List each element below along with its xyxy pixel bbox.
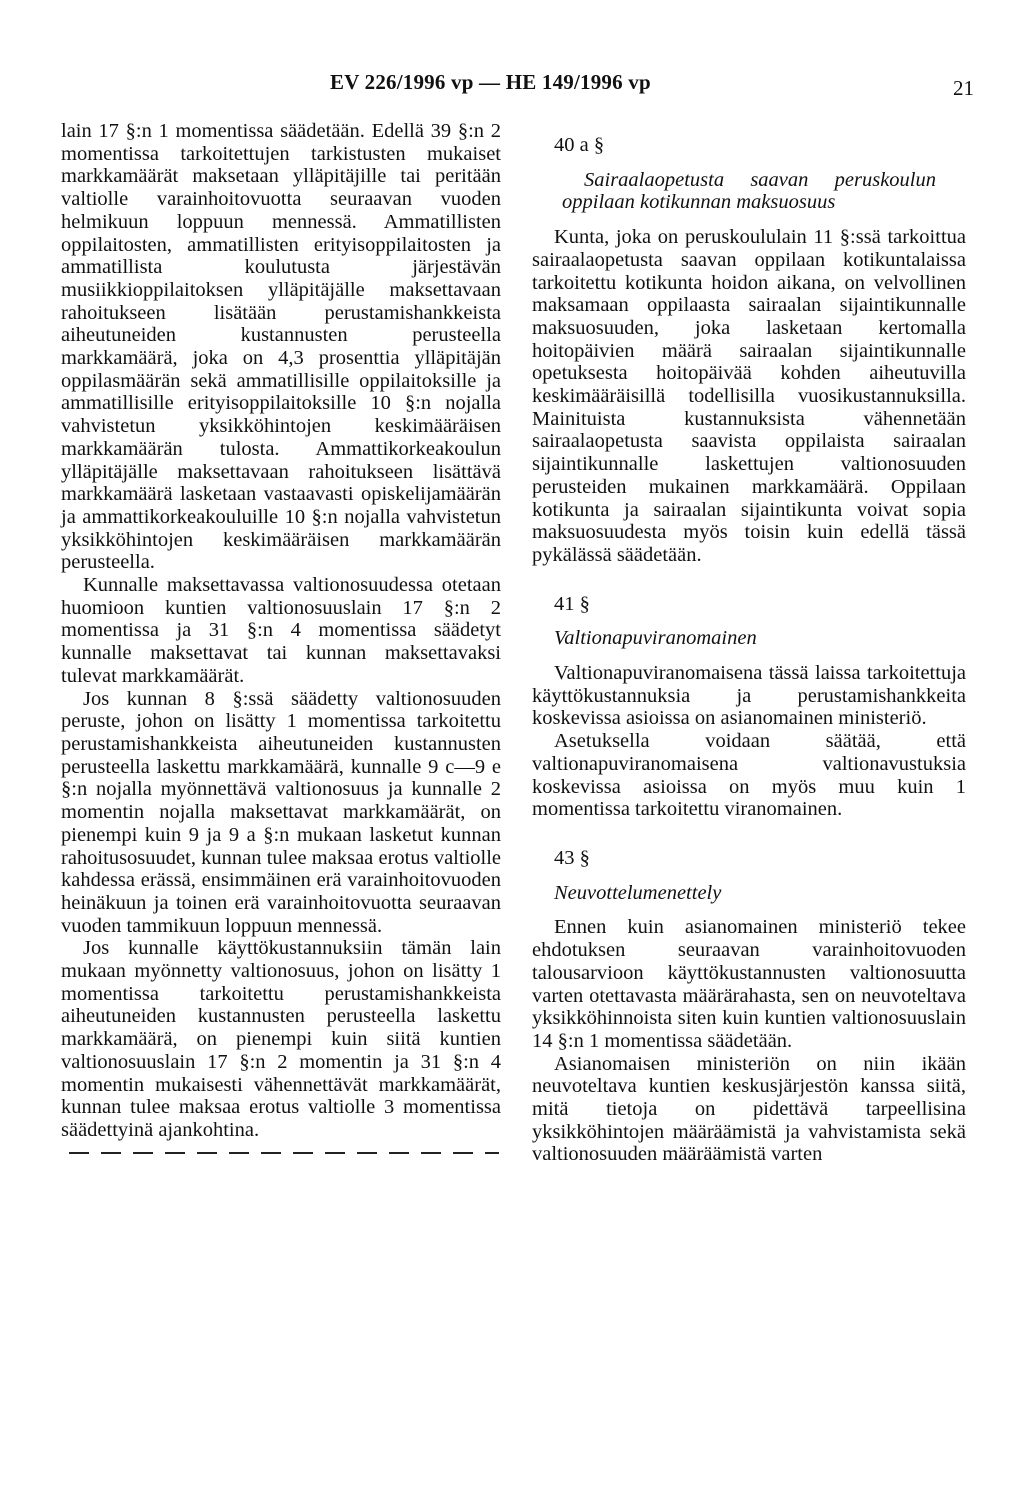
right-column xyxy=(532,134,966,1166)
paragraph: Ennen kuin asianomainen ministeriö tekee ehdotuksen seuraavan varainhoitovuoden talousarvioon käyttökustannusten valtionosuutta varten otettavasta määrärahasta, sen on neuvoteltava yksikköhinnoista siten kuin kuntien valtionosuuslain 14 §:n 1 momentissa säädetään. xyxy=(532,916,966,1052)
left-column xyxy=(61,120,501,1154)
section-41 xyxy=(532,593,966,821)
paragraph: Kunnalle maksettavassa valtionosuudessa otetaan huomioon kuntien valtionosuuslain 17 §:n 2 momentissa ja 31 §:n 4 momentissa säädetyt kunnalle maksettavat tai kunnan maksettavaksi tulevat markkamäärät. xyxy=(61,574,501,687)
paragraph: Valtionapuviranomaisena tässä laissa tarkoitettuja käyttökustannuksia ja perustamishankkeita koskevissa asioissa on asianomainen ministeriö. xyxy=(532,662,966,730)
section-number: 41 § xyxy=(554,592,590,615)
section-title: Valtionapuviranomainen xyxy=(554,627,757,650)
paragraph: Jos kunnan 8 §:ssä säädetty valtionosuuden peruste, johon on lisätty 1 momentissa tarkoitettu perustamishankkeista aiheutuneiden kustannusten perusteella laskettu markkamäärä, kunnalle 9 c—9 e §:n nojalla myönnettävä valtionosuus ja kunnalle 2 momentin nojalla maksettavat markkamäärät, on pienempi kuin 9 ja 9 a §:n mukaan lasketut kunnan rahoitusosuudet, kunnan tulee maksaa erotus valtiolle kahdessa erässä, ensimmäinen erä varainhoitovuoden heinäkuun ja toinen erä varainhoitovuotta seuraavan vuoden tammikuun loppuun mennessä. xyxy=(61,687,501,937)
paragraph: Asetuksella voidaan säätää, että valtionapuviranomaisena valtionavustuksia koskevissa asioissa on myös muu kuin 1 momentissa tarkoitettu viranomainen. xyxy=(532,730,966,821)
section-number: 43 § xyxy=(554,846,590,869)
section-title: Sairaalaopetusta saavan peruskoulun oppilaan kotikunnan maksuosuus xyxy=(562,168,936,214)
paragraph: lain 17 §:n 1 momentissa säädetään. Edellä 39 §:n 2 momentissa tarkoitettujen tarkistusten mukaiset markkamäärät maksetaan ylläpitäjille tai peritään valtiolle varainhoitovuotta seuraavan vuoden helmikuun loppuun mennessä. Ammatillisten oppilaitosten, ammatillisten erityisoppilaitosten ja ammatillista koulutusta järjestävän musiikkioppilaitoksen ylläpitäjälle maksettavaan rahoitukseen lisätään perustamishankkeista aiheutuneiden kustannusten perusteella markkamäärä, joka on 4,3 prosenttia ylläpitäjän oppilasmäärän sekä ammatillisille oppilaitoksille ja ammatillisille erityisoppilaitoksille 10 §:n nojalla vahvistetun yksikköhintojen keskimääräisen markkamäärän tulosta. Ammattikorkeakoulun ylläpitäjälle maksettavaan rahoitukseen lisättävä markkamäärä lasketaan vastaavasti opiskelijamäärän ja ammattikorkeakouluille 10 §:n nojalla vahvistetun yksikköhintojen keskimääräisen markkamäärän perusteella. xyxy=(61,120,501,574)
section-title: Neuvottelumenettely xyxy=(554,881,722,904)
section-number: 40 a § xyxy=(554,134,605,156)
section-43 xyxy=(532,847,966,1166)
page-number: 21 xyxy=(953,76,974,100)
page-header xyxy=(0,70,1024,100)
section-40a xyxy=(532,134,966,567)
end-of-text-rule xyxy=(69,1152,499,1154)
paragraph: Kunta, joka on peruskoululain 11 §:ssä tarkoittua sairaalaopetusta saavan oppilaan kotikuntalaissa tarkoitettu kotikunta hoidon aikana, on velvollinen maksamaan oppilaasta sairaalan sijaintikunnalle maksuosuuden, joka lasketaan kertomalla hoitopäivien määrä sairaalan sijaintikunnalle opetuksesta hoitopäivää kohden aiheutuvilla keskimääräisillä todellisilla vuosikustannuksilla. Mainituista kustannuksista vähennetään sairaalaopetusta saavista oppilaista sairaalan sijaintikunnalle laskettujen valtionosuuden perusteiden mukainen markkamäärä. Oppilaan kotikunta ja sairaalan sijaintikunta voivat sopia maksuosuudesta myös toisin kuin edellä tässä pykälässä säädetään. xyxy=(532,226,966,566)
paragraph: Asianomaisen ministeriön on niin ikään neuvoteltava kuntien keskusjärjestön kanssa siitä, mitä tietoja on pidettävä tarpeellisina yksikköhintojen määräämistä ja vahvistamista sekä valtionosuuden määräämistä varten xyxy=(532,1052,966,1166)
document-reference: EV 226/1996 vp — HE 149/1996 vp xyxy=(330,70,651,94)
paragraph: Jos kunnalle käyttökustannuksiin tämän lain mukaan myönnetty valtionosuus, johon on lisätty 1 momentissa tarkoitettu perustamishankkeista aiheutuneiden kustannusten perusteella laskettu markkamäärä, on pienempi kuin siitä kuntien valtionosuuslain 17 §:n 2 momentin ja 31 §:n 4 momentin mukaisesti vähennettävät markkamäärät, kunnan tulee maksaa erotus valtiolle 3 momentissa säädettyinä ajankohtina. xyxy=(61,937,501,1141)
